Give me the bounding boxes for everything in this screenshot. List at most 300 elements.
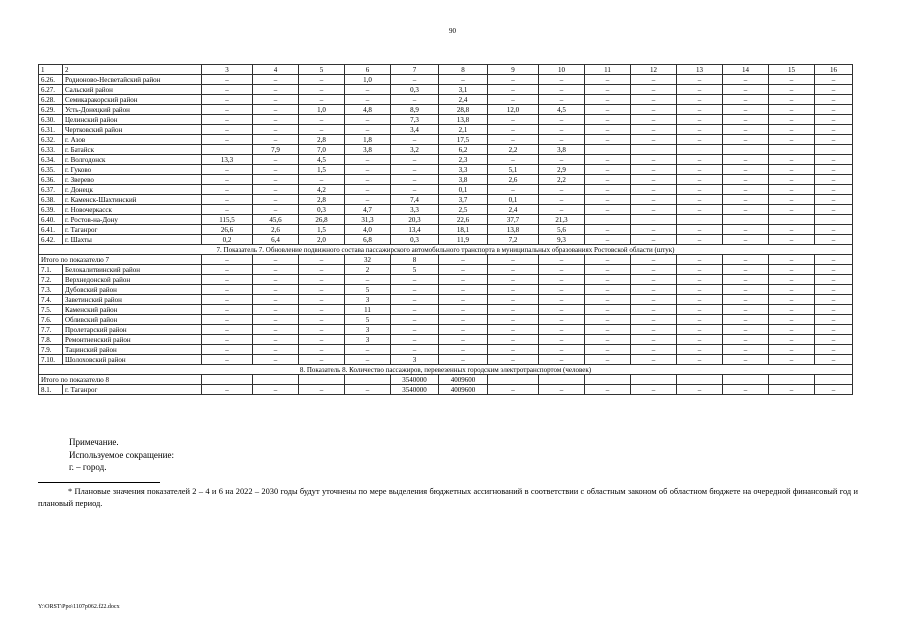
table-cell: – [585, 255, 631, 265]
table-cell: – [585, 205, 631, 215]
table-cell: – [631, 85, 677, 95]
table-cell: 2,2 [488, 145, 539, 155]
table-cell: – [585, 345, 631, 355]
table-cell: – [769, 165, 815, 175]
table-cell: 7,9 [253, 145, 299, 155]
table-cell: 4009600 [439, 385, 488, 395]
table-cell: 5 [345, 315, 391, 325]
table-cell: – [815, 125, 853, 135]
table-cell: 11,9 [439, 235, 488, 245]
table-cell: Заветинский район [63, 295, 202, 305]
table-cell: 6.26. [39, 75, 63, 85]
table-row [39, 185, 853, 195]
table-cell: – [253, 335, 299, 345]
table-cell: 0,1 [488, 195, 539, 205]
table-cell: – [631, 335, 677, 345]
table-cell: – [539, 125, 585, 135]
table-cell: – [723, 325, 769, 335]
table-cell: г. Каменск-Шахтинский [63, 195, 202, 205]
table-cell: – [769, 95, 815, 105]
table-cell: – [299, 115, 345, 125]
table-cell: 7.5. [39, 305, 63, 315]
table-cell: – [585, 285, 631, 295]
table-cell: – [677, 305, 723, 315]
table-cell: – [585, 185, 631, 195]
table-cell: 7.6. [39, 315, 63, 325]
file-path: Y:\ORST\Ppo\1107p062.f22.docx [38, 604, 120, 610]
table-cell: – [391, 315, 439, 325]
table-cell: – [539, 295, 585, 305]
table-cell: – [539, 185, 585, 195]
table-cell: 3 [202, 65, 253, 75]
table-row [39, 95, 853, 105]
table-cell: Дубовский район [63, 285, 202, 295]
table-cell [585, 215, 631, 225]
table-cell: – [202, 295, 253, 305]
table-cell: – [723, 315, 769, 325]
table-cell: – [202, 305, 253, 315]
table-cell: – [815, 95, 853, 105]
table-cell: – [723, 385, 769, 395]
table-cell: г. Таганрог [63, 225, 202, 235]
table-cell: – [299, 265, 345, 275]
table-cell: – [299, 315, 345, 325]
table-cell: – [253, 95, 299, 105]
table-cell: – [439, 305, 488, 315]
table-cell: – [815, 275, 853, 285]
table-cell: – [631, 355, 677, 365]
table-cell: – [253, 135, 299, 145]
table-cell: – [391, 75, 439, 85]
table-cell: – [815, 75, 853, 85]
table-cell: – [769, 235, 815, 245]
table-cell: – [202, 75, 253, 85]
page-number: 90 [449, 27, 456, 35]
table-cell: 16 [815, 65, 853, 75]
table-cell: 7.2. [39, 275, 63, 285]
table-cell: – [488, 155, 539, 165]
table-cell: – [202, 255, 253, 265]
table-row [39, 265, 853, 275]
table-cell: – [723, 125, 769, 135]
indicators-table [38, 64, 853, 395]
table-cell: 26,6 [202, 225, 253, 235]
table-cell: – [585, 225, 631, 235]
table-cell: – [299, 295, 345, 305]
table-cell: – [677, 225, 723, 235]
table-cell: 3 [391, 355, 439, 365]
table-cell: – [769, 315, 815, 325]
table-cell: 3,2 [391, 145, 439, 155]
table-cell: г. Зверево [63, 175, 202, 185]
table-cell: 6.32. [39, 135, 63, 145]
table-cell: – [202, 95, 253, 105]
table-cell: 6.36. [39, 175, 63, 185]
table-row [39, 105, 853, 115]
table-cell: – [202, 125, 253, 135]
table-cell: – [253, 305, 299, 315]
table-cell: – [539, 345, 585, 355]
table-cell: 6.31. [39, 125, 63, 135]
table-row [39, 205, 853, 215]
table-cell: – [769, 295, 815, 305]
table-cell: 12 [631, 65, 677, 75]
table-cell: 2,4 [439, 95, 488, 105]
table-cell: г. Волгодонск [63, 155, 202, 165]
table-cell: – [815, 175, 853, 185]
table-cell: – [391, 175, 439, 185]
table-cell: – [815, 385, 853, 395]
table-cell: – [585, 265, 631, 275]
table-cell: – [539, 265, 585, 275]
table-cell: 3,3 [391, 205, 439, 215]
table-cell: – [585, 355, 631, 365]
table-row [39, 155, 853, 165]
table-cell: – [539, 385, 585, 395]
table-cell: – [631, 105, 677, 115]
table-cell: – [677, 255, 723, 265]
table-cell: 11 [585, 65, 631, 75]
table-cell: – [723, 345, 769, 355]
table-cell [202, 145, 253, 155]
table-cell: – [299, 355, 345, 365]
table-cell: – [299, 275, 345, 285]
table-cell: 2,6 [488, 175, 539, 185]
table-row [39, 165, 853, 175]
table-cell: 1,5 [299, 165, 345, 175]
table-cell: – [815, 225, 853, 235]
table-cell: 2 [345, 265, 391, 275]
table-cell: – [769, 205, 815, 215]
table-cell: 6 [345, 65, 391, 75]
table-cell: – [677, 325, 723, 335]
table-cell: – [253, 75, 299, 85]
table-row [39, 355, 853, 365]
table-cell: 3 [345, 295, 391, 305]
table-cell: – [677, 275, 723, 285]
table-cell: – [677, 315, 723, 325]
table-cell: 7,3 [391, 115, 439, 125]
table-cell: 2,3 [439, 155, 488, 165]
table-cell: – [439, 325, 488, 335]
table-cell: – [299, 125, 345, 135]
table-cell: – [439, 335, 488, 345]
table-cell: – [345, 185, 391, 195]
table-cell: – [815, 305, 853, 315]
table-cell: – [539, 315, 585, 325]
table-cell: 3,7 [439, 195, 488, 205]
table-cell: – [723, 255, 769, 265]
table-cell: 8.1. [39, 385, 63, 395]
table-cell: 6.39. [39, 205, 63, 215]
table-cell: – [202, 355, 253, 365]
table-cell: – [345, 385, 391, 395]
table-cell: – [723, 335, 769, 345]
table-cell [299, 375, 345, 385]
table-cell: г. Таганрог [63, 385, 202, 395]
table-cell: – [815, 345, 853, 355]
table-cell: – [439, 355, 488, 365]
table-cell: – [253, 155, 299, 165]
table-cell: 32 [345, 255, 391, 265]
table-cell: – [202, 335, 253, 345]
table-cell: – [253, 105, 299, 115]
table-cell: – [345, 115, 391, 125]
table-cell: Усть-Донецкий район [63, 105, 202, 115]
table-cell: 6.37. [39, 185, 63, 195]
table-cell: 7,4 [391, 195, 439, 205]
table-cell [815, 375, 853, 385]
table-cell: 7,2 [488, 235, 539, 245]
table-cell: 17,5 [439, 135, 488, 145]
table-cell: 1,0 [345, 75, 391, 85]
table-cell: – [253, 385, 299, 395]
table-cell: – [723, 165, 769, 175]
table-cell: – [723, 155, 769, 165]
table-cell: 6.30. [39, 115, 63, 125]
table-cell: – [488, 385, 539, 395]
table-cell: – [585, 235, 631, 245]
table-cell: 3,8 [539, 145, 585, 155]
table-cell: 6.29. [39, 105, 63, 115]
table-cell: – [677, 205, 723, 215]
table-cell: – [769, 155, 815, 165]
table-cell: – [439, 345, 488, 355]
table-cell: – [202, 205, 253, 215]
table-cell: 3,8 [345, 145, 391, 155]
section-7-row [39, 245, 853, 255]
table-cell: г. Донецк [63, 185, 202, 195]
table-cell: 0,1 [439, 185, 488, 195]
table-cell: – [202, 275, 253, 285]
table-cell: – [488, 275, 539, 285]
table-cell: 37,7 [488, 215, 539, 225]
table-cell: – [631, 205, 677, 215]
table-cell: – [723, 185, 769, 195]
table-cell: – [585, 115, 631, 125]
table-cell: 7.3. [39, 285, 63, 295]
table-cell: 6.35. [39, 165, 63, 175]
table-cell: 6.42. [39, 235, 63, 245]
table-cell: – [539, 115, 585, 125]
table-cell: – [769, 385, 815, 395]
table-cell [815, 215, 853, 225]
table-cell: г. Азов [63, 135, 202, 145]
table-row [39, 135, 853, 145]
table-cell [631, 375, 677, 385]
table-cell: – [345, 125, 391, 135]
table-cell: – [202, 265, 253, 275]
table-cell: Чертковский район [63, 125, 202, 135]
table-cell: – [488, 355, 539, 365]
table-cell: – [677, 165, 723, 175]
table-cell: – [585, 85, 631, 95]
table-cell: – [723, 305, 769, 315]
table-cell: – [253, 345, 299, 355]
table-cell: – [345, 165, 391, 175]
table-cell: – [488, 135, 539, 145]
table-cell: 6,2 [439, 145, 488, 155]
table-cell: – [723, 85, 769, 95]
table-cell [723, 375, 769, 385]
table-cell: 6.41. [39, 225, 63, 235]
table-cell: 31,3 [345, 215, 391, 225]
table-cell: – [585, 105, 631, 115]
table-cell: – [345, 195, 391, 205]
table-cell: 2,8 [299, 135, 345, 145]
table-cell: – [202, 85, 253, 95]
table-cell: 10 [539, 65, 585, 75]
table-cell: 22,6 [439, 215, 488, 225]
table-cell: – [202, 165, 253, 175]
table-cell: 1,5 [299, 225, 345, 235]
table-cell: – [677, 175, 723, 185]
table-cell: – [815, 355, 853, 365]
table-cell: Каменский район [63, 305, 202, 315]
table-cell: 14 [723, 65, 769, 75]
table-cell: 6.34. [39, 155, 63, 165]
table-cell: – [631, 155, 677, 165]
table-cell: – [253, 115, 299, 125]
table-cell: 1,0 [299, 105, 345, 115]
table-cell: 5,1 [488, 165, 539, 175]
table-row [39, 335, 853, 345]
table-cell: – [815, 335, 853, 345]
table-cell: 15 [769, 65, 815, 75]
table-cell: 45,6 [253, 215, 299, 225]
table-cell: – [815, 195, 853, 205]
table-cell: – [299, 345, 345, 355]
table-cell: – [769, 305, 815, 315]
table-row [39, 285, 853, 295]
table-cell: 4,5 [299, 155, 345, 165]
table-cell: – [539, 195, 585, 205]
table-cell: 115,5 [202, 215, 253, 225]
table-cell: – [345, 175, 391, 185]
table-cell: – [539, 275, 585, 285]
table-cell: 20,3 [391, 215, 439, 225]
table-cell: – [488, 125, 539, 135]
table-cell: 4 [253, 65, 299, 75]
table-header-row [39, 65, 853, 75]
table-cell: – [769, 85, 815, 95]
table-cell [631, 145, 677, 155]
table-cell: – [631, 345, 677, 355]
table-cell [631, 215, 677, 225]
table-cell: – [253, 275, 299, 285]
table-cell: – [391, 185, 439, 195]
table-cell: – [677, 265, 723, 275]
table-cell: 13 [677, 65, 723, 75]
table-cell: – [769, 355, 815, 365]
table-cell: 11 [345, 305, 391, 315]
table-cell: Обливский район [63, 315, 202, 325]
table-cell: – [631, 325, 677, 335]
table-cell: – [539, 305, 585, 315]
table-cell: – [631, 95, 677, 105]
table-cell: – [815, 315, 853, 325]
table-cell: – [202, 345, 253, 355]
table-cell: – [488, 335, 539, 345]
table-cell: – [439, 295, 488, 305]
table-cell: 13,3 [202, 155, 253, 165]
table-cell: 2,2 [539, 175, 585, 185]
table-cell: – [677, 295, 723, 305]
table-cell: – [391, 325, 439, 335]
table-cell: – [253, 255, 299, 265]
table-cell: – [202, 285, 253, 295]
table-cell: – [815, 285, 853, 295]
table-cell: – [677, 185, 723, 195]
table-row [39, 85, 853, 95]
table-cell: – [769, 285, 815, 295]
table-row [39, 315, 853, 325]
table-cell: – [488, 85, 539, 95]
table-cell: – [677, 195, 723, 205]
table-cell: – [677, 285, 723, 295]
table-cell: – [202, 115, 253, 125]
table-cell [769, 375, 815, 385]
table-cell: 7.1. [39, 265, 63, 275]
table-cell: 13,8 [488, 225, 539, 235]
table-cell: – [631, 295, 677, 305]
table-cell: 8 [439, 65, 488, 75]
table-cell: – [769, 105, 815, 115]
table-cell: – [585, 325, 631, 335]
table-cell: 2,1 [439, 125, 488, 135]
table-cell: 4,2 [299, 185, 345, 195]
table-cell: – [585, 95, 631, 105]
table-cell: – [488, 115, 539, 125]
table-cell: 2,0 [299, 235, 345, 245]
table-cell: 5,6 [539, 225, 585, 235]
table-cell: – [253, 285, 299, 295]
table-cell: – [299, 255, 345, 265]
table-cell: – [723, 135, 769, 145]
table-cell: 5 [391, 265, 439, 275]
table-cell: – [815, 265, 853, 275]
table-cell: – [299, 385, 345, 395]
table-cell: 7.7. [39, 325, 63, 335]
table-cell: 3 [345, 325, 391, 335]
table-cell: 3540000 [391, 375, 439, 385]
table-cell: – [391, 335, 439, 345]
table-cell: – [539, 135, 585, 145]
table-cell: – [815, 325, 853, 335]
table-cell: – [585, 335, 631, 345]
table-cell: 0,2 [202, 235, 253, 245]
table-cell [677, 215, 723, 225]
table-cell: – [439, 255, 488, 265]
table-cell: – [815, 185, 853, 195]
table-row [39, 275, 853, 285]
section-8-row [39, 365, 853, 375]
note-abbreviation-label: Используемое сокращение: [69, 450, 174, 460]
table-cell: – [253, 195, 299, 205]
table-cell [488, 375, 539, 385]
table-cell: 2,5 [439, 205, 488, 215]
table-cell: – [299, 285, 345, 295]
table-cell: 6.38. [39, 195, 63, 205]
table-row [39, 115, 853, 125]
table-cell: г. Батайск [63, 145, 202, 155]
table-cell: – [723, 105, 769, 115]
table-row [39, 75, 853, 85]
table-cell: – [202, 315, 253, 325]
table-cell: – [677, 235, 723, 245]
table-cell: – [723, 175, 769, 185]
table-cell: – [631, 315, 677, 325]
